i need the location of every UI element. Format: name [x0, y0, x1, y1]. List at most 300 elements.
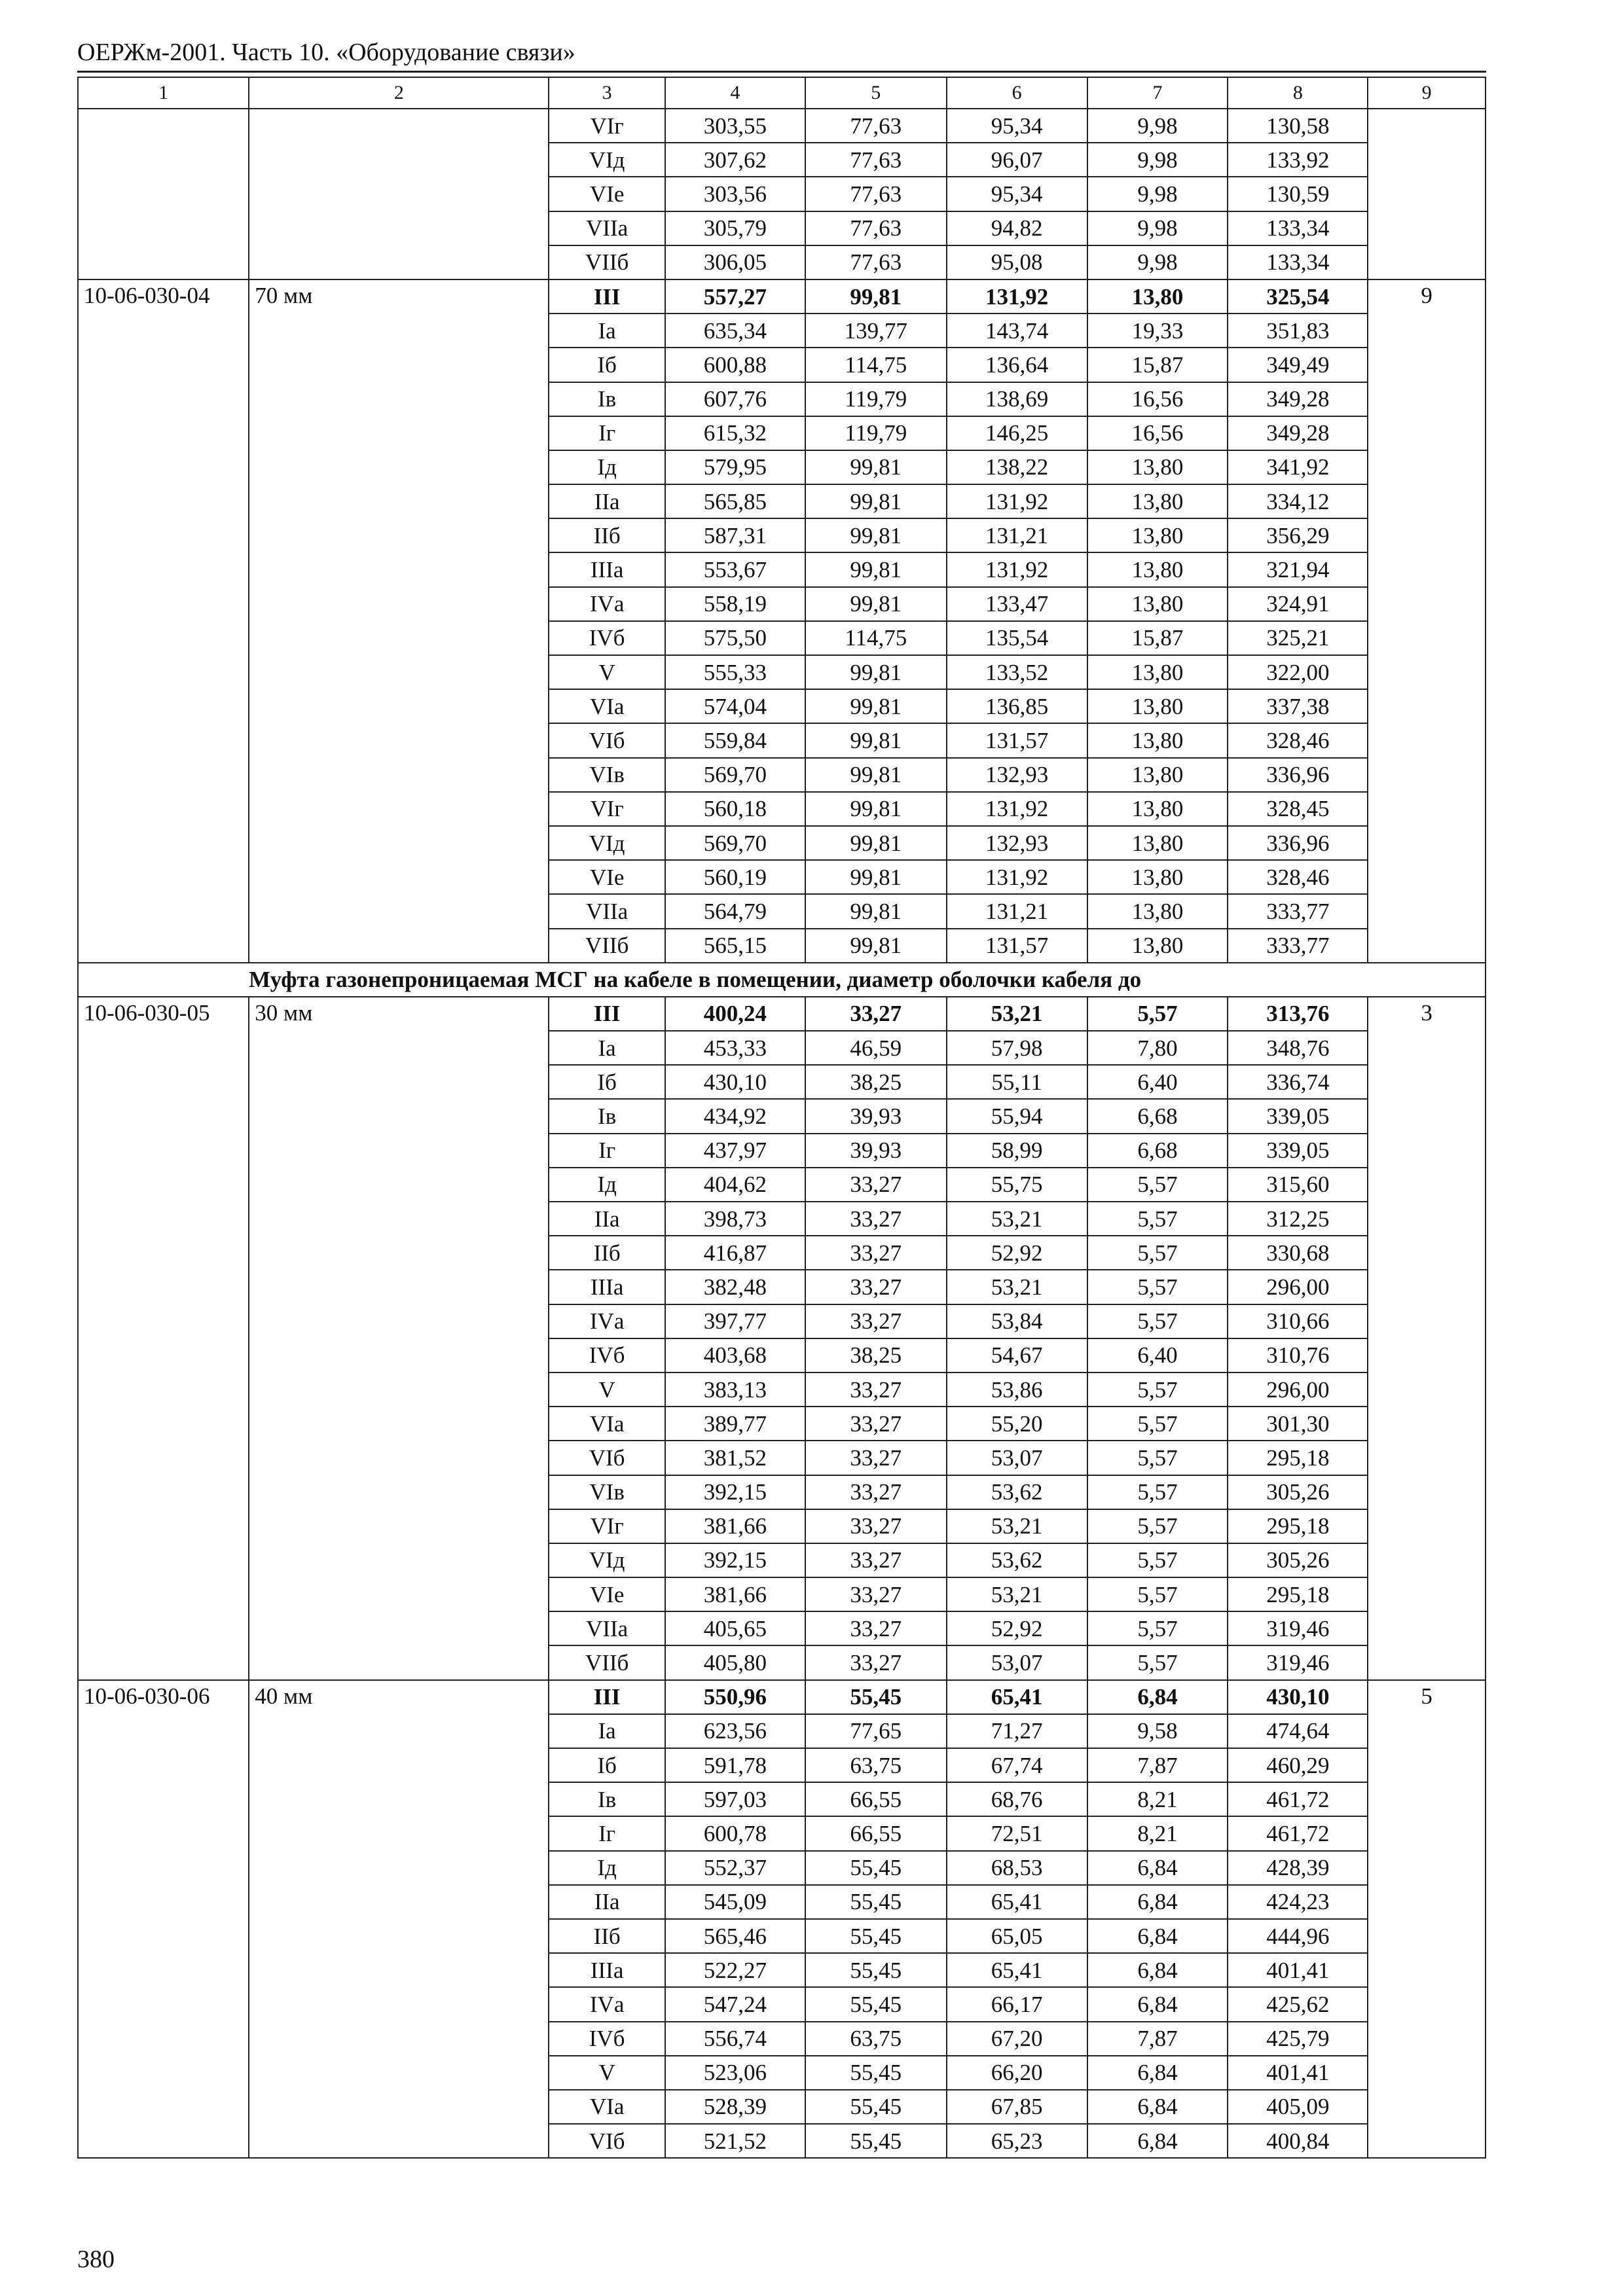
zone-cell: VIIа	[549, 211, 665, 245]
value-cell: 53,07	[947, 1645, 1087, 1679]
value-cell: 6,84	[1087, 2056, 1228, 2090]
value-cell: 38,25	[805, 1065, 947, 1099]
value-cell: 5,57	[1087, 1270, 1228, 1304]
value-cell: 389,77	[665, 1407, 805, 1441]
value-cell: 13,80	[1087, 484, 1228, 518]
zone-cell: VIд	[549, 826, 665, 860]
value-cell: 53,21	[947, 1509, 1087, 1543]
value-cell: 33,27	[805, 1407, 947, 1441]
value-cell: 5,57	[1087, 1441, 1228, 1475]
value-cell: 132,93	[947, 758, 1087, 792]
value-cell: 99,81	[805, 792, 947, 826]
value-cell: 349,28	[1228, 416, 1368, 450]
value-cell: 99,81	[805, 587, 947, 621]
value-cell: 15,87	[1087, 348, 1228, 382]
value-cell: 33,27	[805, 1611, 947, 1645]
zone-cell: IVб	[549, 621, 665, 655]
value-cell: 336,96	[1228, 758, 1368, 792]
value-cell: 565,15	[665, 929, 805, 963]
value-cell: 130,58	[1228, 109, 1368, 143]
value-cell: 303,55	[665, 109, 805, 143]
value-cell: 131,92	[947, 792, 1087, 826]
value-cell: 99,81	[805, 689, 947, 723]
value-cell: 381,66	[665, 1509, 805, 1543]
value-cell: 33,27	[805, 1270, 947, 1304]
value-cell: 295,18	[1228, 1577, 1368, 1611]
value-cell: 6,84	[1087, 1987, 1228, 2021]
value-cell: 5,57	[1087, 1304, 1228, 1338]
value-cell: 382,48	[665, 1270, 805, 1304]
value-cell: 13,80	[1087, 723, 1228, 757]
value-cell: 13,80	[1087, 929, 1228, 963]
zone-cell: VIб	[549, 723, 665, 757]
value-cell: 579,95	[665, 450, 805, 484]
value-cell: 55,94	[947, 1099, 1087, 1133]
value-cell: 15,87	[1087, 621, 1228, 655]
value-cell: 55,75	[947, 1168, 1087, 1202]
value-cell: 564,79	[665, 894, 805, 928]
value-cell: 58,99	[947, 1134, 1087, 1168]
value-cell: 295,18	[1228, 1441, 1368, 1475]
zone-cell: Iд	[549, 450, 665, 484]
value-cell: 99,81	[805, 758, 947, 792]
value-cell: 66,55	[805, 1816, 947, 1850]
value-cell: 6,40	[1087, 1065, 1228, 1099]
value-cell: 523,06	[665, 2056, 805, 2090]
zone-cell: Iа	[549, 1031, 665, 1065]
value-cell: 65,41	[947, 1680, 1087, 1714]
rate-code: 10-06-030-04	[78, 279, 249, 963]
value-cell: 6,68	[1087, 1099, 1228, 1133]
value-cell: 66,17	[947, 1987, 1087, 2021]
value-cell: 55,20	[947, 1407, 1087, 1441]
zone-cell: VIе	[549, 860, 665, 894]
value-cell: 57,98	[947, 1031, 1087, 1065]
value-cell: 133,34	[1228, 245, 1368, 279]
value-cell: 453,33	[665, 1031, 805, 1065]
value-cell: 339,05	[1228, 1099, 1368, 1133]
value-cell: 397,77	[665, 1304, 805, 1338]
value-cell: 65,05	[947, 1919, 1087, 1953]
value-cell: 330,68	[1228, 1236, 1368, 1270]
zone-cell: VIг	[549, 792, 665, 826]
value-cell: 55,45	[805, 1987, 947, 2021]
value-cell: 547,24	[665, 1987, 805, 2021]
value-cell: 336,96	[1228, 826, 1368, 860]
value-cell: 143,74	[947, 314, 1087, 348]
value-cell: 33,27	[805, 1475, 947, 1509]
value-cell: 33,27	[805, 1441, 947, 1475]
value-cell: 16,56	[1087, 382, 1228, 416]
value-cell: 587,31	[665, 518, 805, 552]
value-cell: 9,58	[1087, 1714, 1228, 1748]
value-cell: 33,27	[805, 1577, 947, 1611]
value-cell: 16,56	[1087, 416, 1228, 450]
value-cell: 99,81	[805, 279, 947, 314]
value-cell: 99,81	[805, 826, 947, 860]
header-rule	[77, 71, 1486, 73]
zone-cell: Iв	[549, 382, 665, 416]
value-cell: 33,27	[805, 1202, 947, 1236]
value-cell: 306,05	[665, 245, 805, 279]
value-cell: 600,88	[665, 348, 805, 382]
value-cell: 565,46	[665, 1919, 805, 1953]
value-cell: 305,26	[1228, 1475, 1368, 1509]
value-cell: 296,00	[1228, 1270, 1368, 1304]
value-cell: 119,79	[805, 416, 947, 450]
table-row	[78, 997, 1486, 1031]
value-cell: 560,19	[665, 860, 805, 894]
zone-cell: VIIб	[549, 1645, 665, 1679]
value-cell: 569,70	[665, 826, 805, 860]
value-cell: 136,85	[947, 689, 1087, 723]
value-cell: 138,22	[947, 450, 1087, 484]
value-cell: 574,04	[665, 689, 805, 723]
value-cell: 13,80	[1087, 894, 1228, 928]
value-cell: 13,80	[1087, 450, 1228, 484]
value-cell: 77,63	[805, 177, 947, 211]
value-cell: 5,57	[1087, 1236, 1228, 1270]
category-cell	[1368, 109, 1486, 279]
rate-code: 10-06-030-05	[78, 997, 249, 1680]
value-cell: 54,67	[947, 1338, 1087, 1372]
value-cell: 444,96	[1228, 1919, 1368, 1953]
zone-cell: V	[549, 655, 665, 689]
zone-cell: IVа	[549, 1987, 665, 2021]
value-cell: 5,57	[1087, 1611, 1228, 1645]
value-cell: 521,52	[665, 2124, 805, 2158]
value-cell: 560,18	[665, 792, 805, 826]
zone-cell: III	[549, 997, 665, 1031]
zone-cell: VIб	[549, 2124, 665, 2158]
value-cell: 339,05	[1228, 1134, 1368, 1168]
value-cell: 55,45	[805, 1680, 947, 1714]
value-cell: 341,92	[1228, 450, 1368, 484]
value-cell: 607,76	[665, 382, 805, 416]
value-cell: 348,76	[1228, 1031, 1368, 1065]
value-cell: 53,21	[947, 997, 1087, 1031]
value-cell: 434,92	[665, 1099, 805, 1133]
value-cell: 131,21	[947, 518, 1087, 552]
zone-cell: Iд	[549, 1851, 665, 1885]
value-cell: 324,91	[1228, 587, 1368, 621]
zone-cell: VIа	[549, 689, 665, 723]
value-cell: 52,92	[947, 1236, 1087, 1270]
value-cell: 67,85	[947, 2090, 1087, 2124]
value-cell: 53,21	[947, 1202, 1087, 1236]
zone-cell: IIб	[549, 1236, 665, 1270]
value-cell: 6,84	[1087, 1919, 1228, 1953]
value-cell: 5,57	[1087, 1372, 1228, 1407]
value-cell: 528,39	[665, 2090, 805, 2124]
value-cell: 53,62	[947, 1543, 1087, 1577]
value-cell: 328,46	[1228, 860, 1368, 894]
value-cell: 460,29	[1228, 1748, 1368, 1782]
value-cell: 94,82	[947, 211, 1087, 245]
category-cell: 3	[1368, 997, 1486, 1680]
value-cell: 13,80	[1087, 689, 1228, 723]
value-cell: 99,81	[805, 894, 947, 928]
value-cell: 325,21	[1228, 621, 1368, 655]
value-cell: 321,94	[1228, 552, 1368, 586]
value-cell: 99,81	[805, 860, 947, 894]
value-cell: 310,76	[1228, 1338, 1368, 1372]
zone-cell: IIIа	[549, 552, 665, 586]
value-cell: 99,81	[805, 655, 947, 689]
value-cell: 132,93	[947, 826, 1087, 860]
value-cell: 349,28	[1228, 382, 1368, 416]
value-cell: 33,27	[805, 1509, 947, 1543]
section-row	[78, 963, 1486, 997]
value-cell: 351,83	[1228, 314, 1368, 348]
value-cell: 5,57	[1087, 997, 1228, 1031]
value-cell: 8,21	[1087, 1816, 1228, 1850]
column-number: 3	[549, 77, 665, 109]
value-cell: 559,84	[665, 723, 805, 757]
value-cell: 67,20	[947, 2022, 1087, 2056]
value-cell: 6,84	[1087, 1953, 1228, 1987]
value-cell: 405,80	[665, 1645, 805, 1679]
value-cell: 99,81	[805, 929, 947, 963]
value-cell: 565,85	[665, 484, 805, 518]
value-cell: 131,92	[947, 860, 1087, 894]
table-body	[78, 77, 1486, 2158]
zone-cell: VIе	[549, 1577, 665, 1611]
value-cell: 349,49	[1228, 348, 1368, 382]
value-cell: 313,76	[1228, 997, 1368, 1031]
value-cell: 133,92	[1228, 143, 1368, 177]
zone-cell: IIIа	[549, 1270, 665, 1304]
value-cell: 319,46	[1228, 1611, 1368, 1645]
value-cell: 99,81	[805, 723, 947, 757]
value-cell: 53,86	[947, 1372, 1087, 1407]
zone-cell: Iв	[549, 1099, 665, 1133]
value-cell: 53,21	[947, 1270, 1087, 1304]
zone-cell: III	[549, 279, 665, 314]
value-cell: 33,27	[805, 1304, 947, 1338]
value-cell: 5,57	[1087, 1645, 1228, 1679]
value-cell: 334,12	[1228, 484, 1368, 518]
value-cell: 63,75	[805, 1748, 947, 1782]
zone-cell: Iб	[549, 348, 665, 382]
value-cell: 13,80	[1087, 279, 1228, 314]
zone-cell: Iг	[549, 416, 665, 450]
value-cell: 33,27	[805, 1168, 947, 1202]
value-cell: 356,29	[1228, 518, 1368, 552]
value-cell: 545,09	[665, 1885, 805, 1919]
zone-cell: Iб	[549, 1748, 665, 1782]
value-cell: 55,45	[805, 1953, 947, 1987]
value-cell: 99,81	[805, 450, 947, 484]
value-cell: 33,27	[805, 1543, 947, 1577]
value-cell: 95,08	[947, 245, 1087, 279]
value-cell: 68,76	[947, 1782, 1087, 1816]
value-cell: 400,24	[665, 997, 805, 1031]
value-cell: 139,77	[805, 314, 947, 348]
zone-cell: IVб	[549, 1338, 665, 1372]
zone-cell: VIв	[549, 1475, 665, 1509]
value-cell: 416,87	[665, 1236, 805, 1270]
value-cell: 131,92	[947, 484, 1087, 518]
column-number: 5	[805, 77, 947, 109]
value-cell: 591,78	[665, 1748, 805, 1782]
value-cell: 55,45	[805, 2090, 947, 2124]
value-cell: 405,65	[665, 1611, 805, 1645]
value-cell: 133,34	[1228, 211, 1368, 245]
value-cell: 146,25	[947, 416, 1087, 450]
value-cell: 138,69	[947, 382, 1087, 416]
table-row	[78, 1680, 1486, 1714]
value-cell: 383,13	[665, 1372, 805, 1407]
value-cell: 68,53	[947, 1851, 1087, 1885]
value-cell: 474,64	[1228, 1714, 1368, 1748]
zone-cell: VIв	[549, 758, 665, 792]
value-cell: 553,67	[665, 552, 805, 586]
value-cell: 312,25	[1228, 1202, 1368, 1236]
value-cell: 7,80	[1087, 1031, 1228, 1065]
value-cell: 623,56	[665, 1714, 805, 1748]
value-cell: 77,63	[805, 211, 947, 245]
value-cell: 381,52	[665, 1441, 805, 1475]
zone-cell: VIб	[549, 1441, 665, 1475]
value-cell: 53,84	[947, 1304, 1087, 1338]
value-cell: 6,84	[1087, 1885, 1228, 1919]
value-cell: 66,55	[805, 1782, 947, 1816]
value-cell: 9,98	[1087, 211, 1228, 245]
value-cell: 65,41	[947, 1953, 1087, 1987]
value-cell: 7,87	[1087, 1748, 1228, 1782]
value-cell: 5,57	[1087, 1202, 1228, 1236]
value-cell: 305,26	[1228, 1543, 1368, 1577]
value-cell: 8,21	[1087, 1782, 1228, 1816]
zone-cell: VIг	[549, 1509, 665, 1543]
zone-cell: IVа	[549, 587, 665, 621]
zone-cell: VIIа	[549, 894, 665, 928]
value-cell: 95,34	[947, 109, 1087, 143]
value-cell: 52,92	[947, 1611, 1087, 1645]
value-cell: 337,38	[1228, 689, 1368, 723]
value-cell: 403,68	[665, 1338, 805, 1372]
value-cell: 5,57	[1087, 1577, 1228, 1611]
value-cell: 55,45	[805, 2124, 947, 2158]
value-cell: 55,45	[805, 1919, 947, 1953]
column-number: 9	[1368, 77, 1486, 109]
zone-cell: Iа	[549, 314, 665, 348]
column-number-row	[78, 77, 1486, 109]
value-cell: 333,77	[1228, 929, 1368, 963]
value-cell: 77,63	[805, 109, 947, 143]
value-cell: 6,40	[1087, 1338, 1228, 1372]
zone-cell: III	[549, 1680, 665, 1714]
value-cell: 575,50	[665, 621, 805, 655]
value-cell: 131,57	[947, 723, 1087, 757]
value-cell: 13,80	[1087, 518, 1228, 552]
rate-code	[78, 109, 249, 279]
zone-cell: Iб	[549, 1065, 665, 1099]
value-cell: 5,57	[1087, 1168, 1228, 1202]
value-cell: 597,03	[665, 1782, 805, 1816]
value-cell: 131,21	[947, 894, 1087, 928]
value-cell: 522,27	[665, 1953, 805, 1987]
value-cell: 437,97	[665, 1134, 805, 1168]
value-cell: 461,72	[1228, 1816, 1368, 1850]
value-cell: 405,09	[1228, 2090, 1368, 2124]
value-cell: 296,00	[1228, 1372, 1368, 1407]
zone-cell: IIб	[549, 518, 665, 552]
column-number: 8	[1228, 77, 1368, 109]
value-cell: 9,98	[1087, 177, 1228, 211]
value-cell: 38,25	[805, 1338, 947, 1372]
value-cell: 119,79	[805, 382, 947, 416]
value-cell: 404,62	[665, 1168, 805, 1202]
value-cell: 13,80	[1087, 826, 1228, 860]
value-cell: 114,75	[805, 348, 947, 382]
value-cell: 55,45	[805, 2056, 947, 2090]
zone-cell: IIа	[549, 1202, 665, 1236]
value-cell: 400,84	[1228, 2124, 1368, 2158]
rate-description: 40 мм	[249, 1680, 549, 2159]
rate-description	[249, 109, 549, 279]
value-cell: 319,46	[1228, 1645, 1368, 1679]
zone-cell: IVб	[549, 2022, 665, 2056]
zone-cell: Iв	[549, 1782, 665, 1816]
zone-cell: VIа	[549, 2090, 665, 2124]
value-cell: 46,59	[805, 1031, 947, 1065]
value-cell: 55,45	[805, 1851, 947, 1885]
rate-description: 70 мм	[249, 279, 549, 963]
value-cell: 430,10	[665, 1065, 805, 1099]
value-cell: 55,11	[947, 1065, 1087, 1099]
zone-cell: Iа	[549, 1714, 665, 1748]
value-cell: 136,64	[947, 348, 1087, 382]
value-cell: 5,57	[1087, 1475, 1228, 1509]
value-cell: 6,68	[1087, 1134, 1228, 1168]
value-cell: 424,23	[1228, 1885, 1368, 1919]
value-cell: 13,80	[1087, 860, 1228, 894]
value-cell: 310,66	[1228, 1304, 1368, 1338]
value-cell: 6,84	[1087, 1851, 1228, 1885]
value-cell: 133,47	[947, 587, 1087, 621]
value-cell: 77,63	[805, 245, 947, 279]
zone-cell: VIа	[549, 1407, 665, 1441]
value-cell: 315,60	[1228, 1168, 1368, 1202]
zone-cell: VIг	[549, 109, 665, 143]
value-cell: 392,15	[665, 1543, 805, 1577]
value-cell: 5,57	[1087, 1509, 1228, 1543]
value-cell: 461,72	[1228, 1782, 1368, 1816]
value-cell: 600,78	[665, 1816, 805, 1850]
rate-code: 10-06-030-06	[78, 1680, 249, 2159]
value-cell: 77,63	[805, 143, 947, 177]
value-cell: 381,66	[665, 1577, 805, 1611]
zone-cell: VIд	[549, 143, 665, 177]
zone-cell: IIIа	[549, 1953, 665, 1987]
value-cell: 6,84	[1087, 2124, 1228, 2158]
zone-cell: Iг	[549, 1816, 665, 1850]
value-cell: 425,62	[1228, 1987, 1368, 2021]
category-cell: 5	[1368, 1680, 1486, 2159]
column-number: 2	[249, 77, 549, 109]
value-cell: 295,18	[1228, 1509, 1368, 1543]
value-cell: 71,27	[947, 1714, 1087, 1748]
column-number: 1	[78, 77, 249, 109]
value-cell: 5,57	[1087, 1407, 1228, 1441]
value-cell: 569,70	[665, 758, 805, 792]
zone-cell: IIб	[549, 1919, 665, 1953]
value-cell: 328,46	[1228, 723, 1368, 757]
zone-cell: VIIа	[549, 1611, 665, 1645]
value-cell: 336,74	[1228, 1065, 1368, 1099]
